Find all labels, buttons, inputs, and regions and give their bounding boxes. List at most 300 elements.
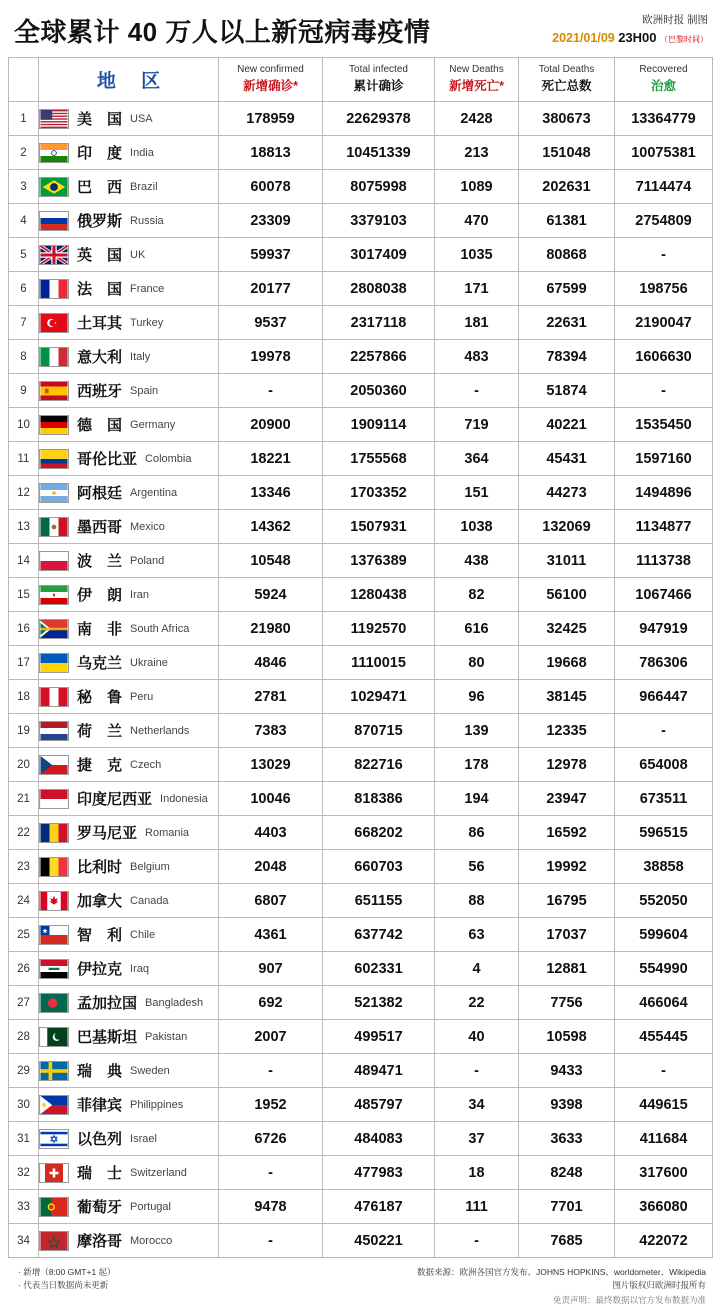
new-confirmed-value: 14362	[219, 510, 323, 544]
row-index: 2	[9, 136, 39, 170]
recovered-value: 411684	[615, 1122, 713, 1156]
region-cell	[39, 306, 219, 340]
recovered-value: 1606630	[615, 340, 713, 374]
recovered-value: -	[615, 714, 713, 748]
table-row	[9, 136, 713, 170]
new-deaths-value: 171	[435, 272, 519, 306]
recovered-value: 554990	[615, 952, 713, 986]
new-confirmed-value: 692	[219, 986, 323, 1020]
new-confirmed-value: 4846	[219, 646, 323, 680]
new-confirmed-value: 20900	[219, 408, 323, 442]
new-deaths-value: 178	[435, 748, 519, 782]
row-index: 6	[9, 272, 39, 306]
region-name-cn: 巴基斯坦	[77, 1029, 138, 1046]
new-deaths-value: 616	[435, 612, 519, 646]
region-name-cn: 伊拉克	[77, 961, 123, 978]
new-confirmed-value: 6807	[219, 884, 323, 918]
col-total-deaths-header	[519, 58, 615, 102]
row-index: 25	[9, 918, 39, 952]
recovered-value: 455445	[615, 1020, 713, 1054]
new-confirmed-value: 1952	[219, 1088, 323, 1122]
covid-table	[8, 57, 713, 1258]
new-deaths-value: 139	[435, 714, 519, 748]
region-name-cn: 秘 鲁	[77, 689, 123, 706]
total-deaths-value: 44273	[519, 476, 615, 510]
row-index: 28	[9, 1020, 39, 1054]
recovered-value: 38858	[615, 850, 713, 884]
row-index: 19	[9, 714, 39, 748]
new-confirmed-value: 10046	[219, 782, 323, 816]
recovered-value: 1597160	[615, 442, 713, 476]
region-name-cn: 英 国	[77, 247, 123, 264]
region-name-cn: 葡萄牙	[77, 1199, 123, 1216]
region-name-en: Mexico	[130, 520, 165, 533]
total-infected-value: 2257866	[323, 340, 435, 374]
table-row	[9, 238, 713, 272]
region-cell	[39, 102, 219, 136]
region-name-en: Germany	[130, 418, 176, 431]
row-index: 30	[9, 1088, 39, 1122]
new-deaths-value: 56	[435, 850, 519, 884]
table-row	[9, 714, 713, 748]
region-cell	[39, 1190, 219, 1224]
total-infected-value: 668202	[323, 816, 435, 850]
recovered-value: -	[615, 1054, 713, 1088]
region-cell	[39, 374, 219, 408]
flag-icon	[39, 551, 69, 571]
new-deaths-value: 213	[435, 136, 519, 170]
new-deaths-value: 40	[435, 1020, 519, 1054]
region-name-cn: 墨西哥	[77, 519, 123, 536]
row-index: 23	[9, 850, 39, 884]
region-name-en: Czech	[130, 758, 162, 771]
col-index-header	[9, 58, 39, 102]
new-confirmed-value: 19978	[219, 340, 323, 374]
total-infected-value: 1280438	[323, 578, 435, 612]
table-row	[9, 1020, 713, 1054]
total-infected-value: 477983	[323, 1156, 435, 1190]
table-row	[9, 1224, 713, 1258]
recovered-value: 449615	[615, 1088, 713, 1122]
region-cell	[39, 680, 219, 714]
table-row	[9, 374, 713, 408]
region-name-en: Bangladesh	[145, 996, 204, 1009]
region-name-en: Netherlands	[130, 724, 190, 737]
region-cell	[39, 170, 219, 204]
region-name-cn: 加拿大	[77, 893, 123, 910]
region-name-en: Pakistan	[145, 1030, 188, 1043]
new-deaths-value: 1038	[435, 510, 519, 544]
row-index: 8	[9, 340, 39, 374]
recovered-value: 2754809	[615, 204, 713, 238]
region-cell	[39, 714, 219, 748]
new-confirmed-value: 60078	[219, 170, 323, 204]
row-index: 31	[9, 1122, 39, 1156]
region-name-en: Iraq	[130, 962, 149, 975]
footnote-1: · 新增（8:00 GMT+1 起）	[18, 1267, 116, 1277]
flag-icon	[39, 143, 69, 163]
new-confirmed-value: 18221	[219, 442, 323, 476]
row-index: 34	[9, 1224, 39, 1258]
region-cell	[39, 442, 219, 476]
flag-icon	[39, 755, 69, 775]
table-row	[9, 918, 713, 952]
col-new-confirmed-cn: 新增确诊*	[243, 78, 298, 93]
total-deaths-value: 23947	[519, 782, 615, 816]
total-deaths-value: 9398	[519, 1088, 615, 1122]
recovered-value: 1067466	[615, 578, 713, 612]
row-index: 16	[9, 612, 39, 646]
table-row	[9, 340, 713, 374]
new-confirmed-value: -	[219, 1224, 323, 1258]
total-infected-value: 637742	[323, 918, 435, 952]
recovered-value: 422072	[615, 1224, 713, 1258]
table-row	[9, 1190, 713, 1224]
date-text: 2021/01/09	[552, 31, 615, 45]
total-deaths-value: 67599	[519, 272, 615, 306]
region-name-en: Romania	[145, 826, 190, 839]
region-cell	[39, 1054, 219, 1088]
flag-icon	[39, 381, 69, 401]
new-deaths-value: 438	[435, 544, 519, 578]
region-name-cn: 荷 兰	[77, 723, 123, 740]
page-title: 全球累计 40 万人以上新冠病毒疫情	[14, 17, 431, 48]
region-name-cn: 意大利	[77, 349, 123, 366]
footnotes	[18, 1266, 116, 1292]
table-row	[9, 850, 713, 884]
table-row	[9, 884, 713, 918]
total-deaths-value: 12335	[519, 714, 615, 748]
region-cell	[39, 544, 219, 578]
col-total-deaths-cn: 死亡总数	[541, 78, 592, 93]
region-cell	[39, 238, 219, 272]
table-row	[9, 1088, 713, 1122]
row-index: 33	[9, 1190, 39, 1224]
recovered-value: 552050	[615, 884, 713, 918]
total-infected-value: 22629378	[323, 102, 435, 136]
region-cell	[39, 612, 219, 646]
region-name-cn: 智 利	[77, 927, 123, 944]
total-infected-value: 1029471	[323, 680, 435, 714]
row-index: 20	[9, 748, 39, 782]
new-deaths-value: 82	[435, 578, 519, 612]
region-name-en: Argentina	[130, 486, 178, 499]
total-deaths-value: 10598	[519, 1020, 615, 1054]
row-index: 13	[9, 510, 39, 544]
flag-icon	[39, 279, 69, 299]
flag-icon	[39, 483, 69, 503]
new-confirmed-value: 13346	[219, 476, 323, 510]
new-confirmed-value: -	[219, 1156, 323, 1190]
region-name-en: Poland	[130, 554, 165, 567]
copyright: 图片版权归欧洲时报所有	[612, 1279, 706, 1290]
total-deaths-value: 16795	[519, 884, 615, 918]
region-name-cn: 乌克兰	[77, 655, 123, 672]
new-confirmed-value: 9478	[219, 1190, 323, 1224]
region-name-en: Indonesia	[160, 792, 208, 805]
region-name-en: India	[130, 146, 154, 159]
total-infected-value: 660703	[323, 850, 435, 884]
row-index: 4	[9, 204, 39, 238]
recovered-value: 966447	[615, 680, 713, 714]
region-cell	[39, 884, 219, 918]
region-name-cn: 印 度	[77, 145, 123, 162]
table-row	[9, 306, 713, 340]
region-name-cn: 南 非	[77, 621, 123, 638]
total-deaths-value: 202631	[519, 170, 615, 204]
recovered-value: 466064	[615, 986, 713, 1020]
flag-icon	[39, 347, 69, 367]
recovered-value: 366080	[615, 1190, 713, 1224]
total-deaths-value: 56100	[519, 578, 615, 612]
table-row	[9, 408, 713, 442]
total-infected-value: 489471	[323, 1054, 435, 1088]
flag-icon	[39, 857, 69, 877]
row-index: 9	[9, 374, 39, 408]
new-deaths-value: -	[435, 1054, 519, 1088]
region-name-cn: 摩洛哥	[77, 1233, 123, 1250]
col-total-infected-en: Total infected	[349, 64, 408, 76]
flag-icon	[39, 313, 69, 333]
region-name-cn: 哥伦比亚	[77, 451, 138, 468]
flag-icon	[39, 687, 69, 707]
region-name-en: USA	[130, 112, 153, 125]
region-name-en: Turkey	[130, 316, 164, 329]
col-new-deaths-cn: 新增死亡*	[449, 78, 504, 93]
recovered-value: 317600	[615, 1156, 713, 1190]
region-cell	[39, 748, 219, 782]
region-name-cn: 德 国	[77, 417, 123, 434]
region-cell	[39, 850, 219, 884]
new-confirmed-value: 13029	[219, 748, 323, 782]
new-deaths-value: -	[435, 374, 519, 408]
region-name-cn: 瑞 典	[77, 1063, 123, 1080]
total-deaths-value: 3633	[519, 1122, 615, 1156]
region-cell	[39, 1122, 219, 1156]
new-deaths-value: 1089	[435, 170, 519, 204]
region-name-en: Chile	[130, 928, 156, 941]
new-deaths-value: 719	[435, 408, 519, 442]
total-infected-value: 450221	[323, 1224, 435, 1258]
new-confirmed-value: -	[219, 374, 323, 408]
flag-icon	[39, 891, 69, 911]
new-deaths-value: 37	[435, 1122, 519, 1156]
table-row	[9, 782, 713, 816]
region-name-cn: 俄罗斯	[77, 213, 123, 230]
region-name-en: Iran	[130, 588, 149, 601]
region-cell	[39, 408, 219, 442]
recovered-value: 654008	[615, 748, 713, 782]
recovered-value: -	[615, 374, 713, 408]
total-infected-value: 2317118	[323, 306, 435, 340]
row-index: 14	[9, 544, 39, 578]
new-deaths-value: 151	[435, 476, 519, 510]
recovered-value: 1113738	[615, 544, 713, 578]
col-new-confirmed-en: New confirmed	[237, 64, 304, 76]
recovered-value: 947919	[615, 612, 713, 646]
new-deaths-value: 2428	[435, 102, 519, 136]
table-row	[9, 272, 713, 306]
region-name-en: Colombia	[145, 452, 192, 465]
total-infected-value: 1507931	[323, 510, 435, 544]
flag-icon	[39, 925, 69, 945]
table-body	[9, 102, 713, 1258]
new-confirmed-value: 18813	[219, 136, 323, 170]
total-deaths-value: 9433	[519, 1054, 615, 1088]
region-name-cn: 罗马尼亚	[77, 825, 138, 842]
flag-icon	[39, 1095, 69, 1115]
new-confirmed-value: 2781	[219, 680, 323, 714]
flag-icon	[39, 789, 69, 809]
total-infected-value: 651155	[323, 884, 435, 918]
row-index: 17	[9, 646, 39, 680]
table-header	[9, 58, 713, 102]
total-infected-value: 476187	[323, 1190, 435, 1224]
recovered-value: 2190047	[615, 306, 713, 340]
total-deaths-value: 380673	[519, 102, 615, 136]
flag-icon	[39, 585, 69, 605]
total-deaths-value: 7756	[519, 986, 615, 1020]
region-name-en: Russia	[130, 214, 164, 227]
time-text: 23H00	[618, 30, 657, 45]
flag-icon	[39, 245, 69, 265]
new-deaths-value: 1035	[435, 238, 519, 272]
table-row	[9, 544, 713, 578]
recovered-value: 10075381	[615, 136, 713, 170]
region-name-en: Belgium	[130, 860, 170, 873]
region-name-en: Philippines	[130, 1098, 184, 1111]
total-infected-value: 521382	[323, 986, 435, 1020]
region-name-cn: 印度尼西亚	[77, 791, 153, 808]
new-confirmed-value: 21980	[219, 612, 323, 646]
region-cell	[39, 340, 219, 374]
new-deaths-value: 86	[435, 816, 519, 850]
total-deaths-value: 80868	[519, 238, 615, 272]
total-infected-value: 499517	[323, 1020, 435, 1054]
new-deaths-value: 364	[435, 442, 519, 476]
col-recovered-cn: 治愈	[650, 78, 676, 93]
new-confirmed-value: 7383	[219, 714, 323, 748]
total-deaths-value: 7701	[519, 1190, 615, 1224]
total-deaths-value: 51874	[519, 374, 615, 408]
table-row	[9, 1156, 713, 1190]
new-deaths-value: 181	[435, 306, 519, 340]
region-name-en: Portugal	[130, 1200, 171, 1213]
total-deaths-value: 12881	[519, 952, 615, 986]
new-confirmed-value: -	[219, 1054, 323, 1088]
new-confirmed-value: 2007	[219, 1020, 323, 1054]
recovered-value: 599604	[615, 918, 713, 952]
row-index: 3	[9, 170, 39, 204]
total-infected-value: 818386	[323, 782, 435, 816]
flag-icon	[39, 721, 69, 741]
flag-icon	[39, 1027, 69, 1047]
flag-icon	[39, 449, 69, 469]
col-region-label: 地 区	[96, 71, 171, 92]
col-new-confirmed-header	[219, 58, 323, 102]
region-name-cn: 捷 克	[77, 757, 123, 774]
region-name-en: Ukraine	[130, 656, 168, 669]
row-index: 26	[9, 952, 39, 986]
region-cell	[39, 816, 219, 850]
region-name-en: France	[130, 282, 165, 295]
region-name-cn: 伊 朗	[77, 587, 123, 604]
region-name-cn: 孟加拉国	[77, 995, 138, 1012]
row-index: 29	[9, 1054, 39, 1088]
region-cell	[39, 1156, 219, 1190]
table-row	[9, 986, 713, 1020]
region-name-cn: 阿根廷	[77, 485, 123, 502]
timezone-text: （巴黎时间）	[660, 35, 708, 44]
recovered-value: 1494896	[615, 476, 713, 510]
region-cell	[39, 272, 219, 306]
col-total-infected-header	[323, 58, 435, 102]
new-deaths-value: 111	[435, 1190, 519, 1224]
table-row	[9, 612, 713, 646]
col-total-infected-cn: 累计确诊	[353, 78, 404, 93]
region-cell	[39, 1224, 219, 1258]
recovered-value: 7114474	[615, 170, 713, 204]
new-confirmed-value: 4403	[219, 816, 323, 850]
row-index: 21	[9, 782, 39, 816]
new-deaths-value: 88	[435, 884, 519, 918]
table-row	[9, 442, 713, 476]
data-sources: 数据来源：欧洲各国官方发布、JOHNS HOPKINS、worldometer、Wikipedia	[416, 1267, 706, 1277]
total-infected-value: 485797	[323, 1088, 435, 1122]
recovered-value: 1134877	[615, 510, 713, 544]
new-confirmed-value: 10548	[219, 544, 323, 578]
row-index: 12	[9, 476, 39, 510]
total-deaths-value: 8248	[519, 1156, 615, 1190]
new-confirmed-value: 178959	[219, 102, 323, 136]
total-deaths-value: 78394	[519, 340, 615, 374]
col-recovered-en: Recovered	[639, 64, 688, 76]
table-row	[9, 646, 713, 680]
total-deaths-value: 12978	[519, 748, 615, 782]
region-cell	[39, 782, 219, 816]
row-index: 1	[9, 102, 39, 136]
row-index: 32	[9, 1156, 39, 1190]
total-infected-value: 1110015	[323, 646, 435, 680]
recovered-value: 13364779	[615, 102, 713, 136]
new-deaths-value: 63	[435, 918, 519, 952]
total-deaths-value: 151048	[519, 136, 615, 170]
row-index: 22	[9, 816, 39, 850]
region-name-en: Switzerland	[130, 1166, 187, 1179]
flag-icon	[39, 415, 69, 435]
new-confirmed-value: 2048	[219, 850, 323, 884]
table-row	[9, 578, 713, 612]
table-row	[9, 1054, 713, 1088]
region-name-cn: 瑞 士	[77, 1165, 123, 1182]
flag-icon	[39, 517, 69, 537]
total-infected-value: 1192570	[323, 612, 435, 646]
region-name-cn: 巴 西	[77, 179, 123, 196]
total-infected-value: 1703352	[323, 476, 435, 510]
region-name-en: UK	[130, 248, 146, 261]
region-name-cn: 菲律宾	[77, 1097, 123, 1114]
region-name-en: Peru	[130, 690, 154, 703]
total-deaths-value: 16592	[519, 816, 615, 850]
table-row	[9, 748, 713, 782]
row-index: 24	[9, 884, 39, 918]
total-infected-value: 2808038	[323, 272, 435, 306]
new-deaths-value: 96	[435, 680, 519, 714]
new-confirmed-value: 59937	[219, 238, 323, 272]
col-new-deaths-en: New Deaths	[449, 64, 504, 76]
table-row	[9, 816, 713, 850]
col-region-header	[39, 58, 219, 102]
